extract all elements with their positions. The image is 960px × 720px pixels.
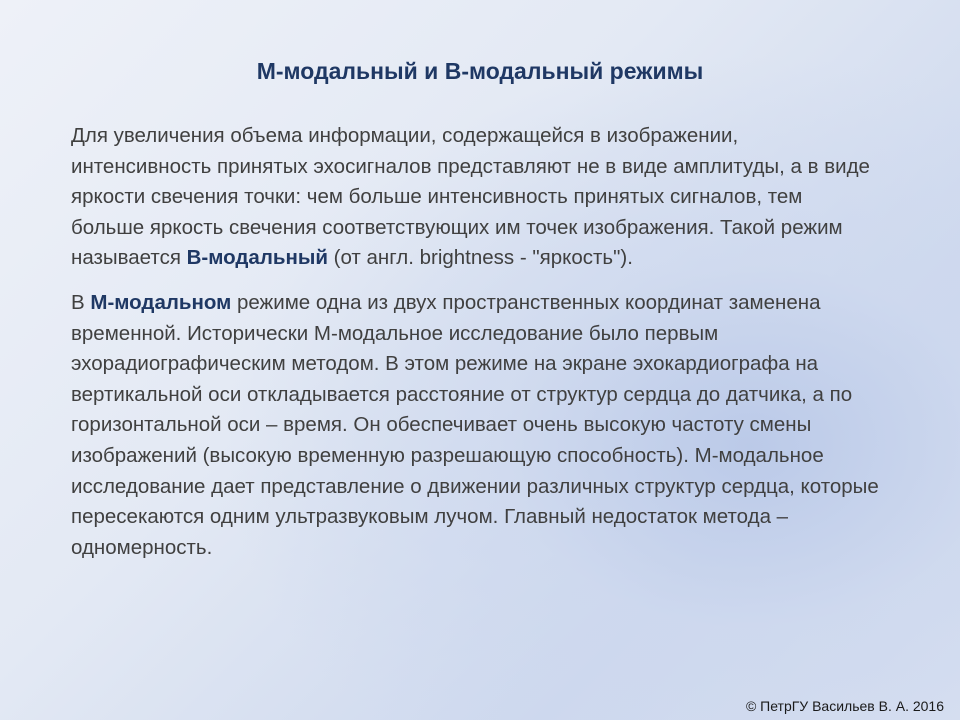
- b-mode-term: В-модальный: [186, 246, 328, 270]
- paragraph-b-mode-text-start: Для увеличения объема информации, содержащейся в изображении, интенсивность принятых эхосигналов представляют не в виде амплитуды, а в виде яркости свечения точки: чем больше интенсивность принятых сигналов, тем больше яркость свечения соответствующих им точек изображения. Такой режим называется: [71, 124, 870, 270]
- paragraph-b-mode-text-end: (от англ. brightness - "яркость").: [327, 246, 633, 270]
- paragraph-b-mode: [71, 121, 881, 274]
- paragraph-m-mode: [71, 288, 881, 563]
- m-mode-term: М-модальном: [90, 290, 232, 314]
- copyright-footer: © ПетрГУ Васильев В. А. 2016: [745, 698, 944, 714]
- slide-title: М-модальный и В-модальный режимы: [256, 58, 704, 84]
- paragraph-m-mode-text-start: В: [71, 290, 91, 314]
- slide-body: [71, 121, 881, 563]
- paragraph-m-mode-text-end: режиме одна из двух пространственных координат заменена временной. Исторически М-модальное исследование было первым эхорадиографическим методом. В этом режиме на экране эхокардиографа на вертикальной оси откладывается расстояние от структур сердца до датчика, а по горизонтальной оси – время. Он обеспечивает очень высокую частоту смены изображений (высокую временную разрешающую способность). М-модальное исследование дает представление о движении различных структур сердца, которые пересекаются одним ультразвуковым лучом. Главный недостаток метода – одномерность.: [71, 290, 879, 559]
